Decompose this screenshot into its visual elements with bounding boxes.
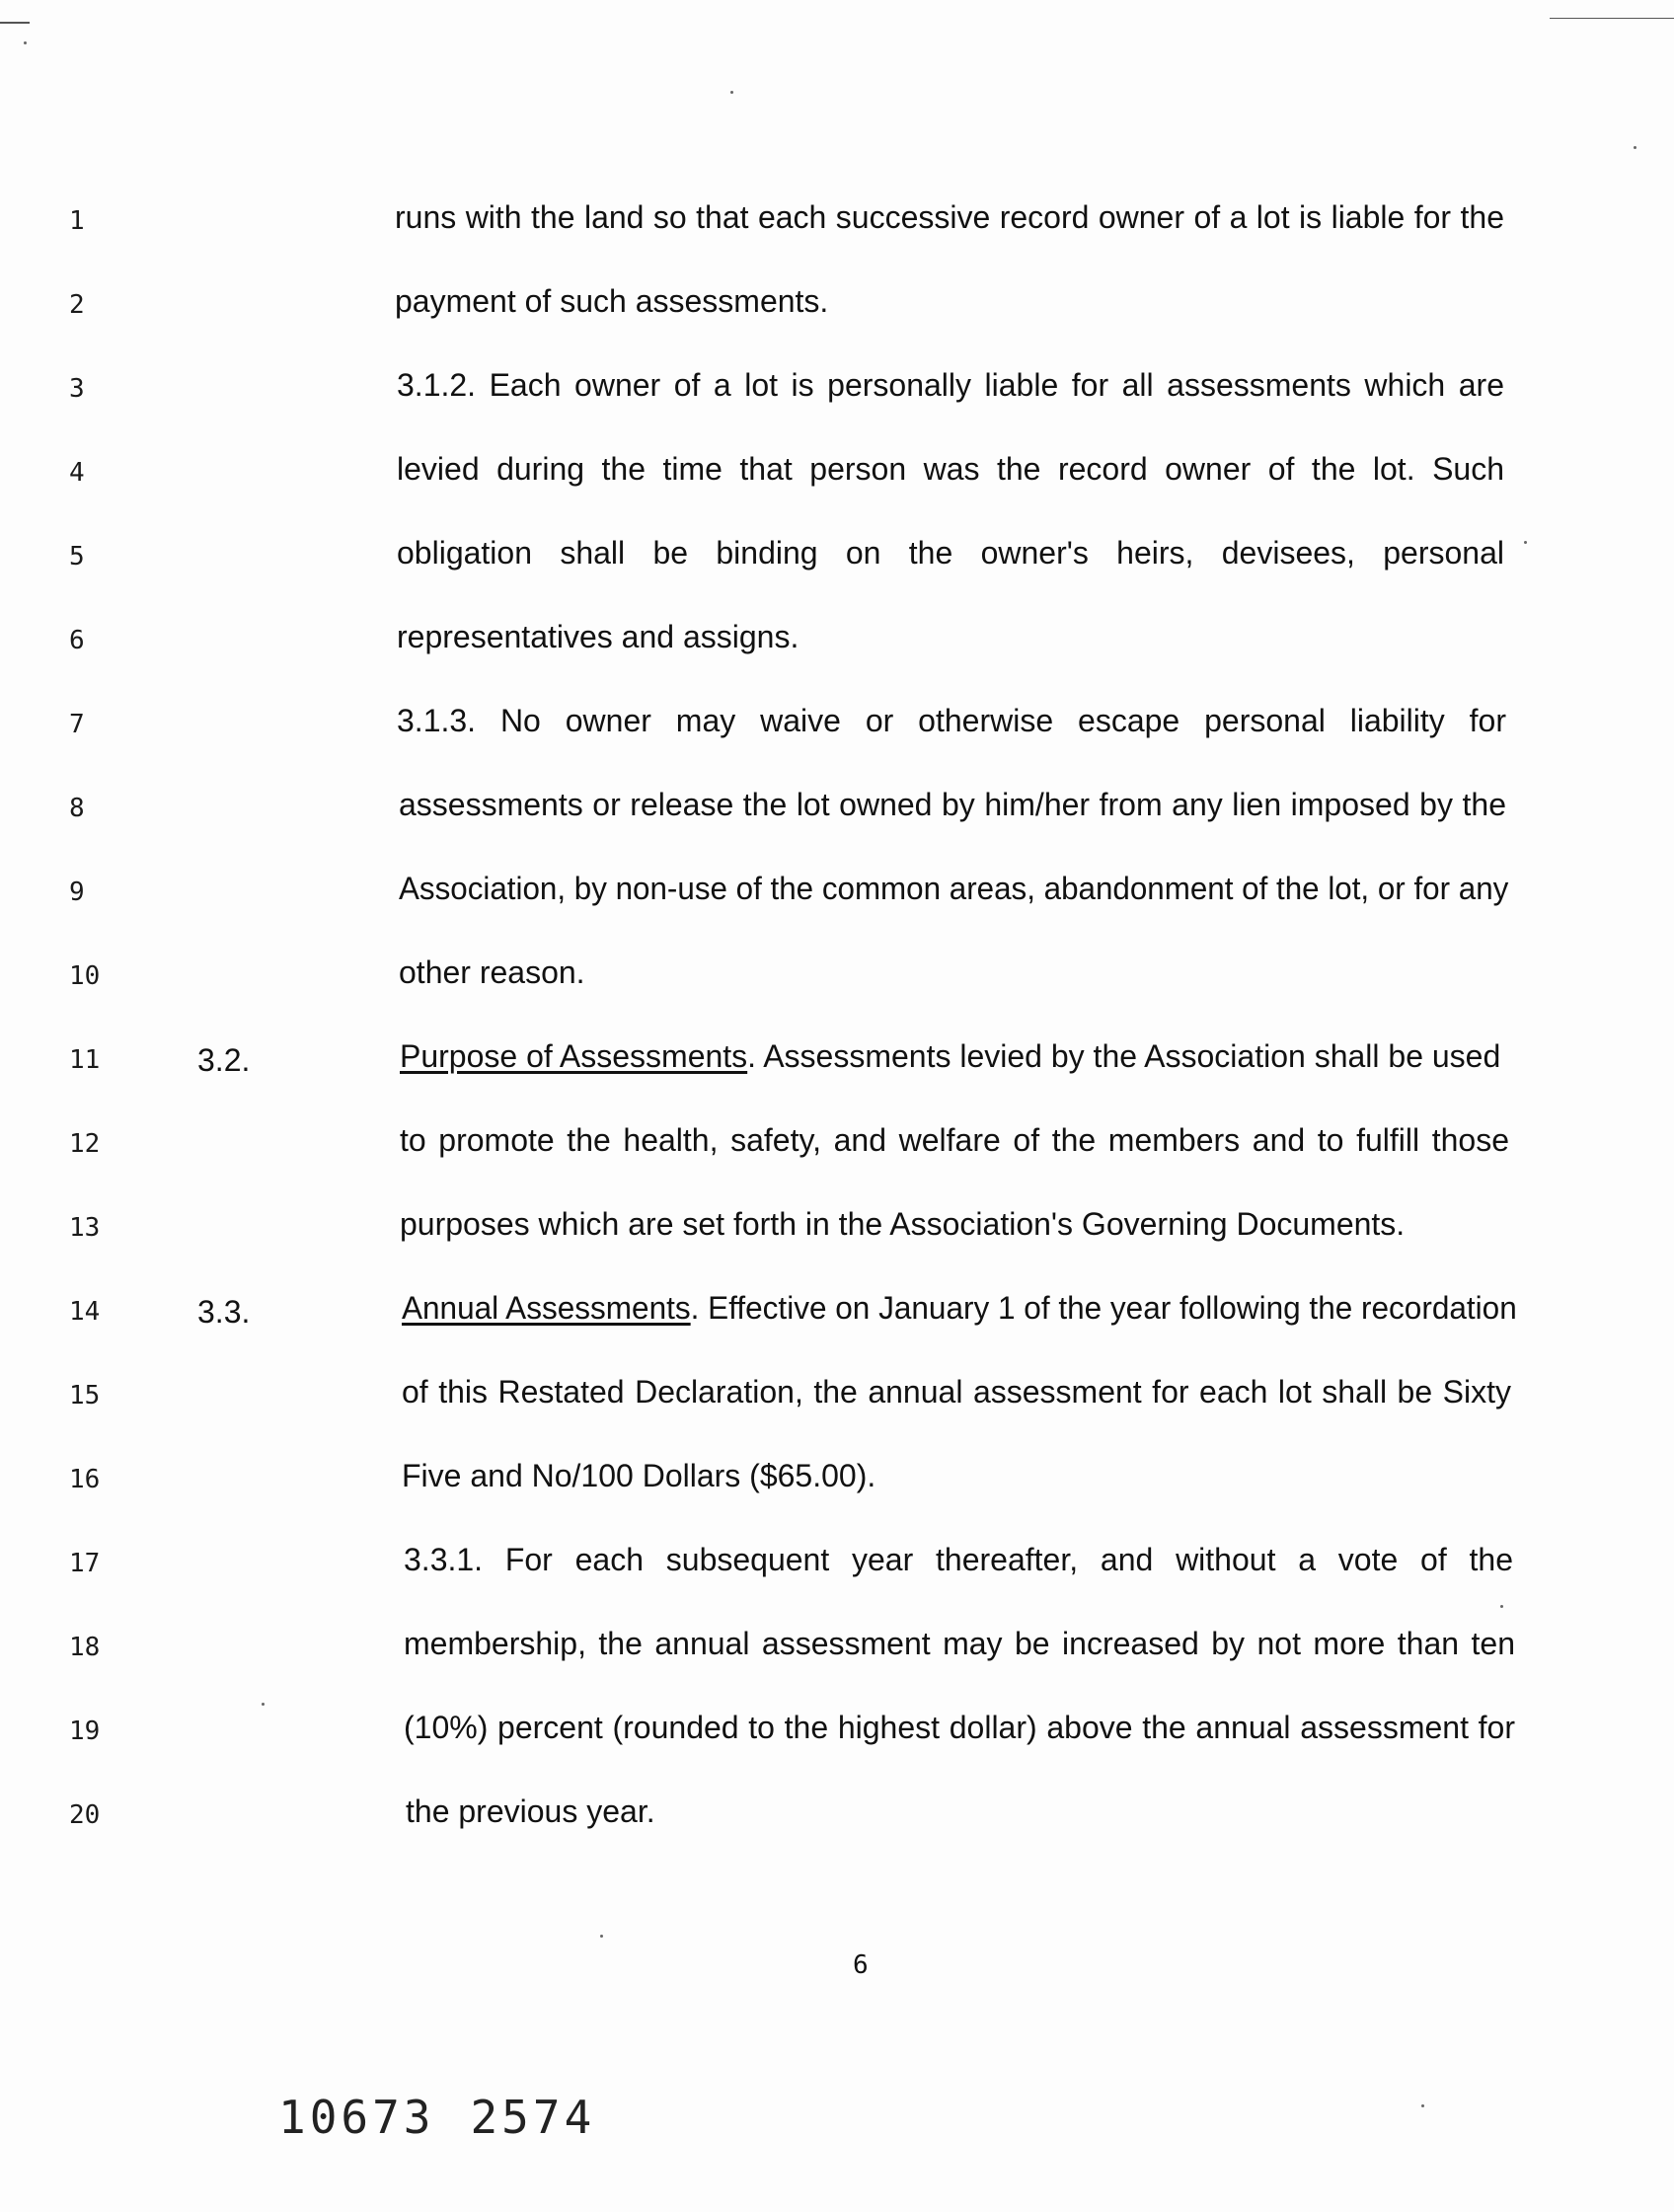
heading-sentence: . Assessments levied by the Association shall be used [747,1038,1501,1074]
body-line: to promote the health, safety, and welfare of the members and to fulfill those [400,1122,1509,1158]
body-line-heading [400,1036,1509,1076]
body-line: membership, the annual assessment may be increased by not more than ten [404,1626,1515,1661]
recording-book-number: 10673 [278,2091,435,2144]
section-number: 3.3. [197,1294,251,1330]
line-number: 5 [69,542,85,572]
line-number: 3 [69,374,85,404]
body-line: levied during the time that person was the record owner of the lot. Such [397,451,1504,487]
body-line: representatives and assigns. [397,619,799,654]
line-number: 10 [69,961,101,991]
scan-speck [600,1935,603,1938]
scan-speck [1421,2104,1424,2107]
line-number: 7 [69,710,85,739]
scan-speck [262,1703,265,1706]
body-line-heading [402,1288,1517,1328]
line-number: 19 [69,1716,101,1746]
body-line: 3.3.1. For each subsequent year thereafter, and without a vote of the [404,1542,1513,1577]
line-number: 9 [69,877,85,907]
heading-sentence: . Effective on January 1 of the year following the recordation [690,1290,1517,1326]
line-number: 8 [69,794,85,823]
scan-speck [1524,541,1527,544]
recording-stamp [278,2091,595,2144]
line-number: 13 [69,1213,101,1243]
page-number: 6 [853,1950,869,1980]
line-number: 1 [69,206,85,236]
line-number: 2 [69,290,85,320]
line-number: 4 [69,458,85,488]
body-line: Five and No/100 Dollars ($65.00). [402,1458,876,1493]
body-line: assessments or release the lot owned by him/her from any lien imposed by the [399,787,1506,822]
body-line: the previous year. [406,1793,655,1829]
scan-speck [24,41,27,44]
body-line: of this Restated Declaration, the annual assessment for each lot shall be Sixty [402,1374,1511,1410]
body-line: payment of such assessments. [395,283,829,319]
body-line: runs with the land so that each successive record owner of a lot is liable for the [395,199,1504,235]
scan-speck [1500,1605,1503,1608]
scan-edge-mark-right [1550,18,1674,19]
line-number: 11 [69,1045,101,1075]
line-number: 17 [69,1549,101,1578]
body-line: Association, by non-use of the common areas, abandonment of the lot, or for any [399,871,1509,906]
section-number: 3.2. [197,1042,251,1078]
line-number: 6 [69,626,85,655]
body-line: obligation shall be binding on the owner's heirs, devisees, personal [397,535,1504,571]
body-line: (10%) percent (rounded to the highest dollar) above the annual assessment for [404,1710,1515,1745]
line-number: 15 [69,1381,101,1411]
scan-speck [730,91,733,94]
line-number: 20 [69,1800,101,1830]
body-line: 3.1.2. Each owner of a lot is personally liable for all assessments which are [397,367,1504,403]
line-number: 12 [69,1129,101,1159]
recording-page-number: 2574 [470,2091,596,2144]
body-line: purposes which are set forth in the Association's Governing Documents. [400,1206,1406,1242]
body-line: other reason. [399,954,585,990]
section-heading-annual: Annual Assessments [402,1290,691,1326]
scan-edge-mark-left [0,22,30,24]
section-heading-purpose: Purpose of Assessments [400,1038,748,1074]
line-number: 14 [69,1297,101,1327]
scan-speck [1634,146,1636,149]
line-number: 16 [69,1465,101,1494]
line-number: 18 [69,1633,101,1662]
body-line: 3.1.3. No owner may waive or otherwise escape personal liability for [397,703,1506,738]
